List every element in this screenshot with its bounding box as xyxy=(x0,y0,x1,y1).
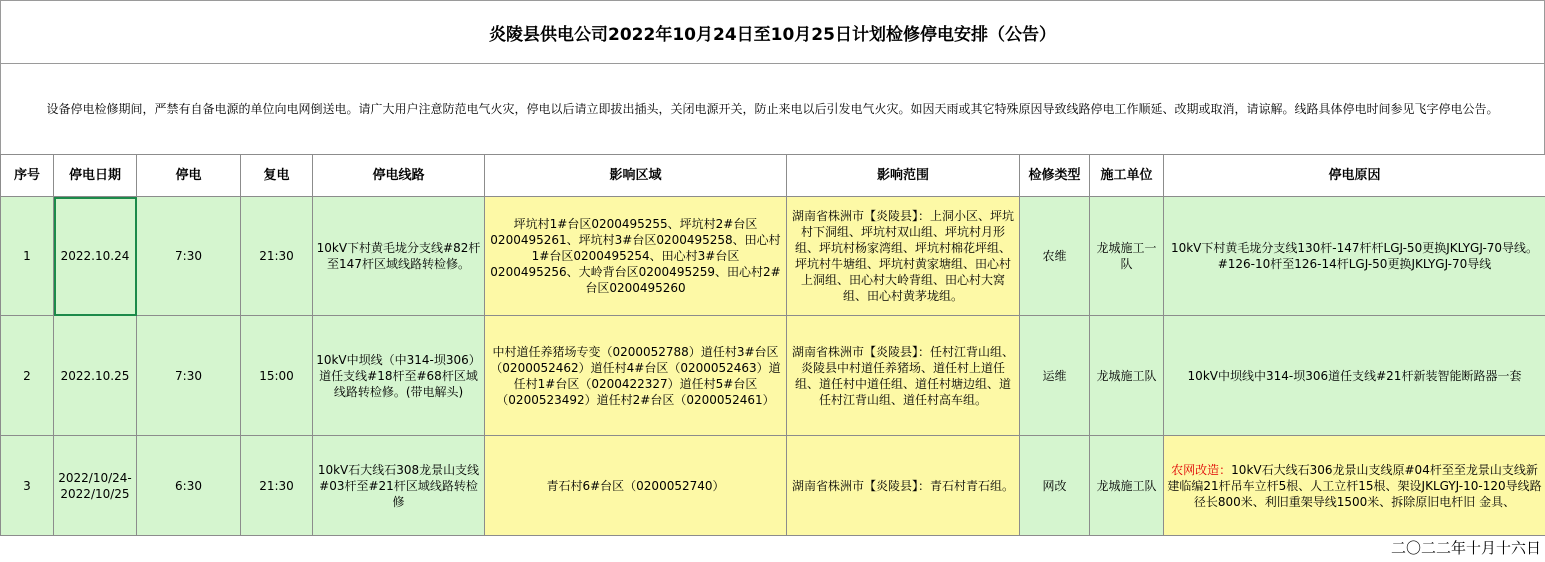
cell-scope[interactable]: 湖南省株洲市【炎陵县】：上洞小区、坪坑村下洞组、坪坑村双山组、坪坑村月形组、坪坑村杨家湾组、坪坑村棉花坪组、坪坑村牛塘组、坪坑村黄家塘组、田心村上洞组、田心村大岭背组、田心村大窝组、田心村黄茅垅组。 xyxy=(787,197,1020,316)
cell-reason[interactable] xyxy=(1164,197,1545,316)
header-off[interactable]: 停电 xyxy=(137,155,241,197)
cell-on[interactable]: 21:30 xyxy=(241,436,313,536)
cell-type[interactable]: 农维 xyxy=(1020,197,1090,316)
header-type[interactable]: 检修类型 xyxy=(1020,155,1090,197)
reason-prefix: 农网改造： xyxy=(1171,462,1232,477)
cell-date[interactable]: 2022.10.24 xyxy=(54,197,137,316)
cell-off[interactable]: 6:30 xyxy=(137,436,241,536)
cell-no[interactable]: 1 xyxy=(1,197,54,316)
notice-text: 设备停电检修期间，严禁有自备电源的单位向电网倒送电。请广大用户注意防范电气火灾，停电以后请立即拔出插头，关闭电源开关，防止来电以后引发电气火灾。如因天雨或其它特殊原因导致线路停电工作顺延、改期或取消，请谅解。线路具体停电时间参见飞字停电公告。 xyxy=(0,64,1545,154)
cell-off[interactable]: 7:30 xyxy=(137,316,241,436)
header-scope[interactable]: 影响范围 xyxy=(787,155,1020,197)
cell-reason[interactable] xyxy=(1164,436,1545,536)
table-row xyxy=(1,316,1545,436)
header-reason[interactable]: 停电原因 xyxy=(1164,155,1545,197)
cell-on[interactable]: 21:30 xyxy=(241,197,313,316)
cell-unit[interactable]: 龙城施工队 xyxy=(1090,436,1164,536)
cell-scope[interactable]: 湖南省株洲市【炎陵县】：青石村青石组。 xyxy=(787,436,1020,536)
cell-no[interactable]: 2 xyxy=(1,316,54,436)
cell-date[interactable]: 2022/10/24-2022/10/25 xyxy=(54,436,137,536)
table-row xyxy=(1,197,1545,316)
cell-type[interactable]: 运维 xyxy=(1020,316,1090,436)
table-row xyxy=(1,436,1545,536)
header-unit[interactable]: 施工单位 xyxy=(1090,155,1164,197)
header-no[interactable]: 序号 xyxy=(1,155,54,197)
cell-type[interactable]: 网改 xyxy=(1020,436,1090,536)
cell-reason[interactable] xyxy=(1164,316,1545,436)
cell-area[interactable]: 坪坑村1#台区0200495255、坪坑村2#台区0200495261、坪坑村3#台区0200495258、田心村1#台区0200495254、田心村3#台区0200495256、大岭背台区0200495259、田心村2#台区0200495260 xyxy=(485,197,787,316)
cell-off[interactable]: 7:30 xyxy=(137,197,241,316)
reason-text: 10kV下村黄毛垅分支线130杆-147杆杆LGJ-50更换JKLYGJ-70导线。#126-10杆至126-14杆LGJ-50更换JKLYGJ-70导线 xyxy=(1170,241,1539,271)
cell-area[interactable]: 中村道任养猪场专变（0200052788）道任村3#台区（0200052462）道任村4#台区（0200052463）道任村1#台区（0200422327）道任村5#台区（0200523492）道任村2#台区（0200052461） xyxy=(485,316,787,436)
cell-scope[interactable]: 湖南省株洲市【炎陵县】：任村江背山组、炎陵县中村道任养猪场、道任村上道任组、道任村中道任组、道任村塘边组、道任村江背山组、道任村高车组。 xyxy=(787,316,1020,436)
reason-text: 10kV中坝线中314-坝306道任支线#21杆新装智能断路器一套 xyxy=(1187,368,1522,383)
header-area[interactable]: 影响区域 xyxy=(485,155,787,197)
header-line[interactable]: 停电线路 xyxy=(313,155,485,197)
cell-unit[interactable]: 龙城施工队 xyxy=(1090,316,1164,436)
header-on[interactable]: 复电 xyxy=(241,155,313,197)
reason-text: 10kV石大线石306龙景山支线原#04杆至至龙景山支线新建临编21杆吊车立杆5根、人工立杆15根、架设JKLGYJ-10-120导线路径长800米、利旧重架导线1500米、拆除原旧电杆旧 金具、 xyxy=(1167,462,1542,509)
cell-area[interactable]: 青石村6#台区（0200052740） xyxy=(485,436,787,536)
cell-line[interactable]: 10kV中坝线（中314-坝306）道任支线#18杆至#68杆区域线路转检修。(带电解头) xyxy=(313,316,485,436)
cell-unit[interactable]: 龙城施工一队 xyxy=(1090,197,1164,316)
cell-on[interactable]: 15:00 xyxy=(241,316,313,436)
page-title: 炎陵县供电公司2022年10月24日至10月25日计划检修停电安排（公告） xyxy=(0,0,1545,64)
cell-line[interactable]: 10kV下村黄毛垅分支线#82杆至147杆区域线路转检修。 xyxy=(313,197,485,316)
outage-table xyxy=(0,154,1545,536)
table-header-row xyxy=(1,155,1545,197)
cell-date[interactable]: 2022.10.25 xyxy=(54,316,137,436)
cell-line[interactable]: 10kV石大线石308龙景山支线#03杆至#21杆区域线路转检修 xyxy=(313,436,485,536)
cell-no[interactable]: 3 xyxy=(1,436,54,536)
footer-date: 二〇二二年十月十六日 xyxy=(1390,539,1541,557)
header-date[interactable]: 停电日期 xyxy=(54,155,137,197)
